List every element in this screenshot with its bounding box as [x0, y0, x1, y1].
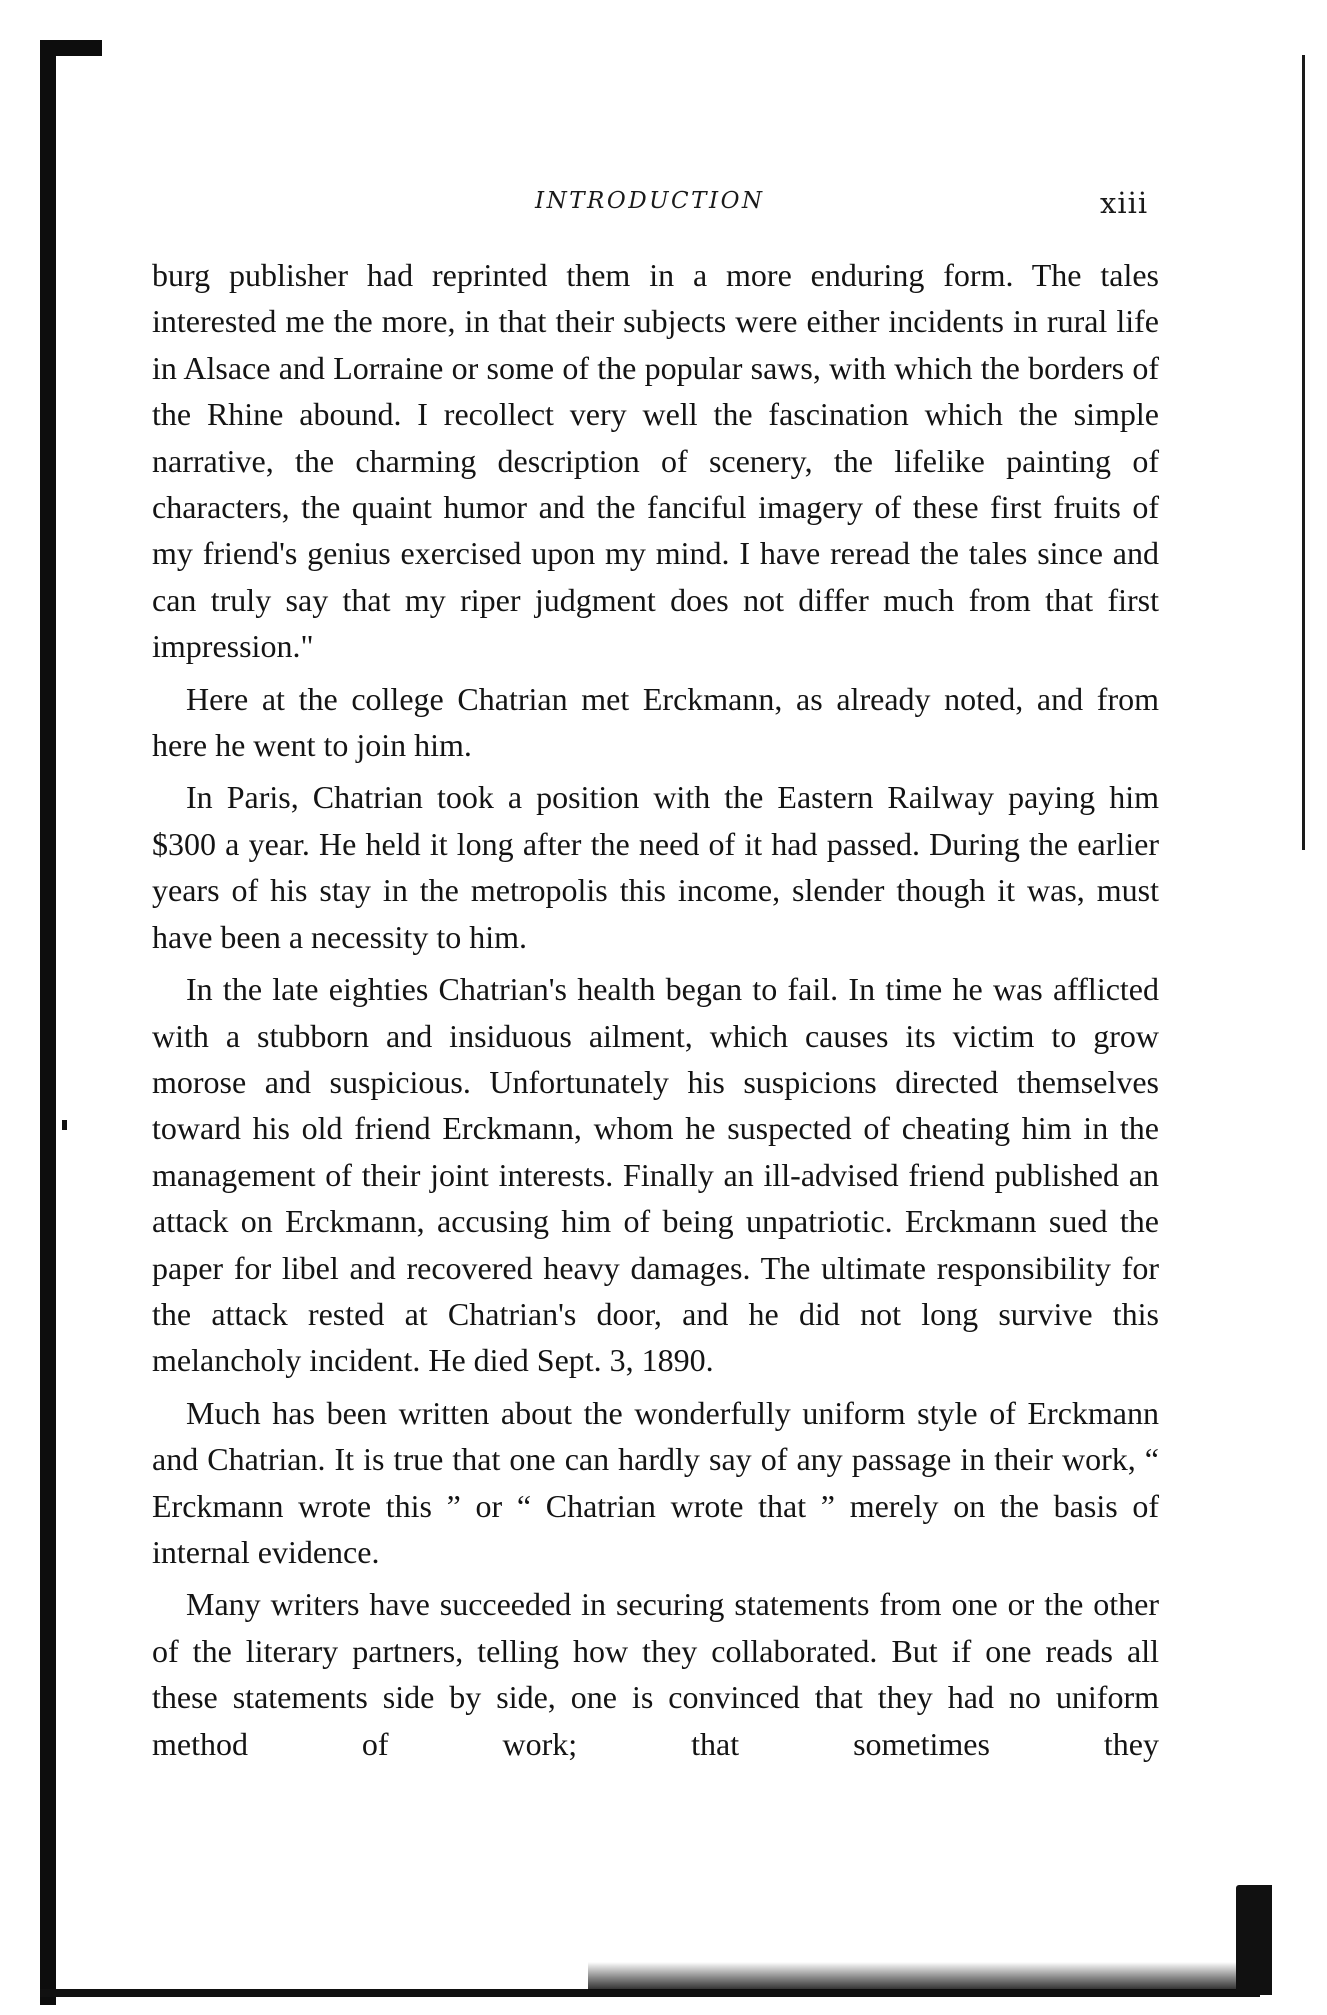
scan-right-corner-block: [1236, 1885, 1272, 1995]
scan-right-edge-line: [1302, 55, 1305, 850]
page-number: xiii: [1100, 186, 1149, 220]
paragraph-health: In the late eighties Chatrian's health began to fail. In time he was afflicted with a stubborn and insiduous ailment, which causes its victim to grow morose and suspicious. Unfortunately his suspicions directed themselves toward his old friend Erckmann, whom he suspected of cheating him in the management of their joint interests. Finally an ill-advised friend published an attack on Erckmann, accusing him of being unpatriotic. Erckmann sued the paper for libel and recovered heavy damages. The ultimate responsibility for the attack rested at Chatrian's door, and he did not long survive this melancholy incident. He died Sept. 3, 1890.: [152, 971, 1159, 1379]
page-body: [152, 252, 1159, 1767]
paragraph-college: Here at the college Chatrian met Erckmann, as already noted, and from here he went to join him.: [152, 680, 1159, 764]
paragraph-style: Much has been written about the wonderfully uniform style of Erckmann and Chatrian. It is true that one can hardly say of any passage in their work, “ Erckmann wrote this ” or “ Chatrian wrote that ” merely on the basis of internal evidence.: [152, 1394, 1159, 1570]
running-title: INTRODUCTION: [535, 188, 765, 214]
paragraph-collaboration: Many writers have succeeded in securing statements from one or the other of the literary partners, telling how they collaborated. But if one reads all these statements side by side, one is convinced that they had no uniform method of work; that sometimes they: [152, 1586, 1159, 1762]
scan-left-edge-bar: [40, 40, 56, 2005]
paragraph-paris: In Paris, Chatrian took a position with the Eastern Railway paying him $300 a year. He held it long after the need of it had passed. During the earlier years of his stay in the metropolis this income, slender though it was, must have been a necessity to him.: [152, 779, 1159, 955]
scan-top-corner-mark: [40, 40, 102, 56]
paragraph-continuation: burg publisher had reprinted them in a more enduring form. The tales interested me the more, in that their subjects were either incidents in rural life in Alsace and Lorraine or some of the popular saws, with which the borders of the Rhine abound. I recollect very well the fascination which the simple narrative, the charming description of scenery, the lifelike painting of characters, the quaint humor and the fanciful imagery of these first fruits of my friend's genius exercised upon my mind. I have reread the tales since and can truly say that my riper judgment does not differ much from that first impression.": [152, 257, 1159, 665]
scan-bottom-edge-line: [40, 1989, 1260, 1997]
scan-left-dot: [62, 1120, 67, 1130]
scan-bottom-smudge: [588, 1962, 1238, 1990]
